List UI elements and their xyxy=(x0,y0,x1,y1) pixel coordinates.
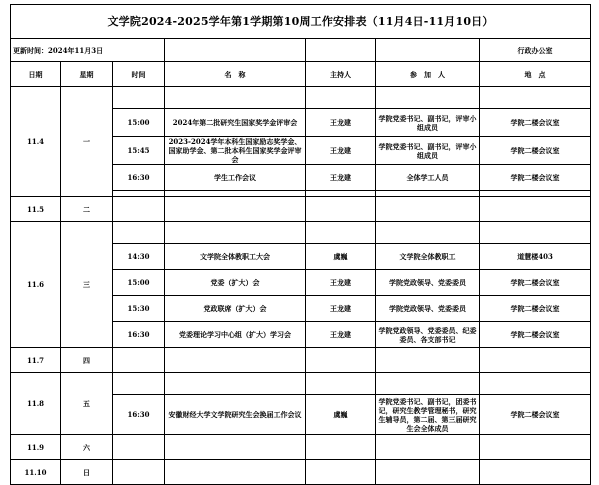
event-location: 学院二楼会议室 xyxy=(480,165,591,191)
event-participants: 文学院全体教职工 xyxy=(376,244,480,270)
event-host: 王龙建 xyxy=(306,270,376,296)
event-location: 学院二楼会议室 xyxy=(480,109,591,137)
event-time: 14:30 xyxy=(113,244,165,270)
event-host: 王龙建 xyxy=(306,165,376,191)
empty-cell xyxy=(113,460,165,485)
empty-cell xyxy=(480,197,591,222)
weekday-cell: 一 xyxy=(61,87,113,197)
weekday-cell: 三 xyxy=(61,222,113,348)
event-location: 学院二楼会议室 xyxy=(480,270,591,296)
weekday-cell: 二 xyxy=(61,197,113,222)
event-location: 学院二楼会议室 xyxy=(480,137,591,165)
spacer-row xyxy=(11,373,591,395)
event-participants: 学院党政领导、党委委员 xyxy=(376,296,480,322)
empty-cell xyxy=(306,87,376,109)
event-host: 虞巍 xyxy=(306,244,376,270)
header-weekday: 星期 xyxy=(61,62,113,87)
event-location: 学院二楼会议室 xyxy=(480,395,591,435)
day-row xyxy=(11,197,591,222)
header-time: 时间 xyxy=(113,62,165,87)
title-row xyxy=(11,5,591,39)
date-cell: 11.8 xyxy=(11,373,61,435)
header-date: 日期 xyxy=(11,62,61,87)
header-host: 主持人 xyxy=(306,62,376,87)
event-time: 15:00 xyxy=(113,109,165,137)
meta-row xyxy=(11,39,591,62)
empty-cell xyxy=(165,222,306,244)
weekday-cell: 四 xyxy=(61,348,113,373)
schedule-table xyxy=(10,4,591,485)
empty-cell xyxy=(480,460,591,485)
spacer-row xyxy=(11,222,591,244)
empty-cell xyxy=(113,222,165,244)
event-participants: 学院党政领导、党委委员、纪委委员、各支部书记 xyxy=(376,322,480,348)
header-location: 地 点 xyxy=(480,62,591,87)
event-time: 16:30 xyxy=(113,322,165,348)
event-name: 党委理论学习中心组（扩大）学习会 xyxy=(165,322,306,348)
weekday-cell: 五 xyxy=(61,373,113,435)
event-participants: 全体学工人员 xyxy=(376,165,480,191)
header-participants: 参 加 人 xyxy=(376,62,480,87)
event-host: 王龙建 xyxy=(306,137,376,165)
empty-cell xyxy=(480,348,591,373)
event-host: 王龙建 xyxy=(306,109,376,137)
weekday-cell: 日 xyxy=(61,460,113,485)
empty-cell xyxy=(113,435,165,460)
date-cell: 11.9 xyxy=(11,435,61,460)
header-row xyxy=(11,62,591,87)
event-host: 王龙建 xyxy=(306,296,376,322)
day-row xyxy=(11,348,591,373)
empty-cell xyxy=(113,373,165,395)
empty-cell xyxy=(306,348,376,373)
event-time: 15:00 xyxy=(113,270,165,296)
event-name: 学生工作会议 xyxy=(165,165,306,191)
empty-cell xyxy=(165,197,306,222)
meta-blank xyxy=(165,39,306,62)
empty-cell xyxy=(376,435,480,460)
event-time: 16:30 xyxy=(113,165,165,191)
office-label: 行政办公室 xyxy=(480,39,591,62)
empty-cell xyxy=(306,435,376,460)
event-time: 15:45 xyxy=(113,137,165,165)
event-participants: 学院党委书记、副书记，评审小组成员 xyxy=(376,137,480,165)
empty-cell xyxy=(165,435,306,460)
page-title: 文学院2024-2025学年第1学期第10周工作安排表（11月4日-11月10日） xyxy=(11,5,591,39)
day-row xyxy=(11,460,591,485)
date-cell: 11.7 xyxy=(11,348,61,373)
empty-cell xyxy=(306,460,376,485)
empty-cell xyxy=(376,222,480,244)
empty-cell xyxy=(376,348,480,373)
empty-cell xyxy=(480,373,591,395)
spacer-row xyxy=(11,87,591,109)
empty-cell xyxy=(113,197,165,222)
event-name: 2024年第二批研究生国家奖学金评审会 xyxy=(165,109,306,137)
empty-cell xyxy=(113,348,165,373)
update-time: 更新时间：2024年11月3日 xyxy=(11,39,165,62)
empty-cell xyxy=(480,222,591,244)
event-host: 虞巍 xyxy=(306,395,376,435)
empty-cell xyxy=(165,373,306,395)
empty-cell xyxy=(113,87,165,109)
event-host: 王龙建 xyxy=(306,322,376,348)
date-cell: 11.5 xyxy=(11,197,61,222)
event-participants: 学院党政领导、党委委员 xyxy=(376,270,480,296)
event-location: 学院二楼会议室 xyxy=(480,296,591,322)
event-name: 党政联席（扩大）会 xyxy=(165,296,306,322)
empty-cell xyxy=(480,87,591,109)
event-name: 2023-2024学年本科生国家励志奖学金、国家助学金、第二批本科生国家奖学金评审会 xyxy=(165,137,306,165)
event-participants: 学院党委书记、副书记，评审小组成员 xyxy=(376,109,480,137)
event-time: 16:30 xyxy=(113,395,165,435)
meta-blank xyxy=(306,39,376,62)
header-name: 名 称 xyxy=(165,62,306,87)
event-participants: 学院党委书记、副书记，团委书记，研究生教学管理秘书，研究生辅导员，第二届、第三届研究生会全体成员 xyxy=(376,395,480,435)
event-name: 文学院全体教职工大会 xyxy=(165,244,306,270)
date-cell: 11.10 xyxy=(11,460,61,485)
event-location: 道慧楼403 xyxy=(480,244,591,270)
empty-cell xyxy=(306,197,376,222)
date-cell: 11.6 xyxy=(11,222,61,348)
empty-cell xyxy=(165,87,306,109)
event-time: 15:30 xyxy=(113,296,165,322)
date-cell: 11.4 xyxy=(11,87,61,197)
empty-cell xyxy=(165,348,306,373)
event-location: 学院二楼会议室 xyxy=(480,322,591,348)
meta-blank xyxy=(376,39,480,62)
empty-cell xyxy=(306,373,376,395)
empty-cell xyxy=(376,87,480,109)
event-name: 党委（扩大）会 xyxy=(165,270,306,296)
empty-cell xyxy=(306,222,376,244)
empty-cell xyxy=(376,460,480,485)
empty-cell xyxy=(376,373,480,395)
empty-cell xyxy=(165,460,306,485)
weekday-cell: 六 xyxy=(61,435,113,460)
day-row xyxy=(11,435,591,460)
event-name: 安徽财经大学文学院研究生会换届工作会议 xyxy=(165,395,306,435)
empty-cell xyxy=(480,435,591,460)
empty-cell xyxy=(376,197,480,222)
